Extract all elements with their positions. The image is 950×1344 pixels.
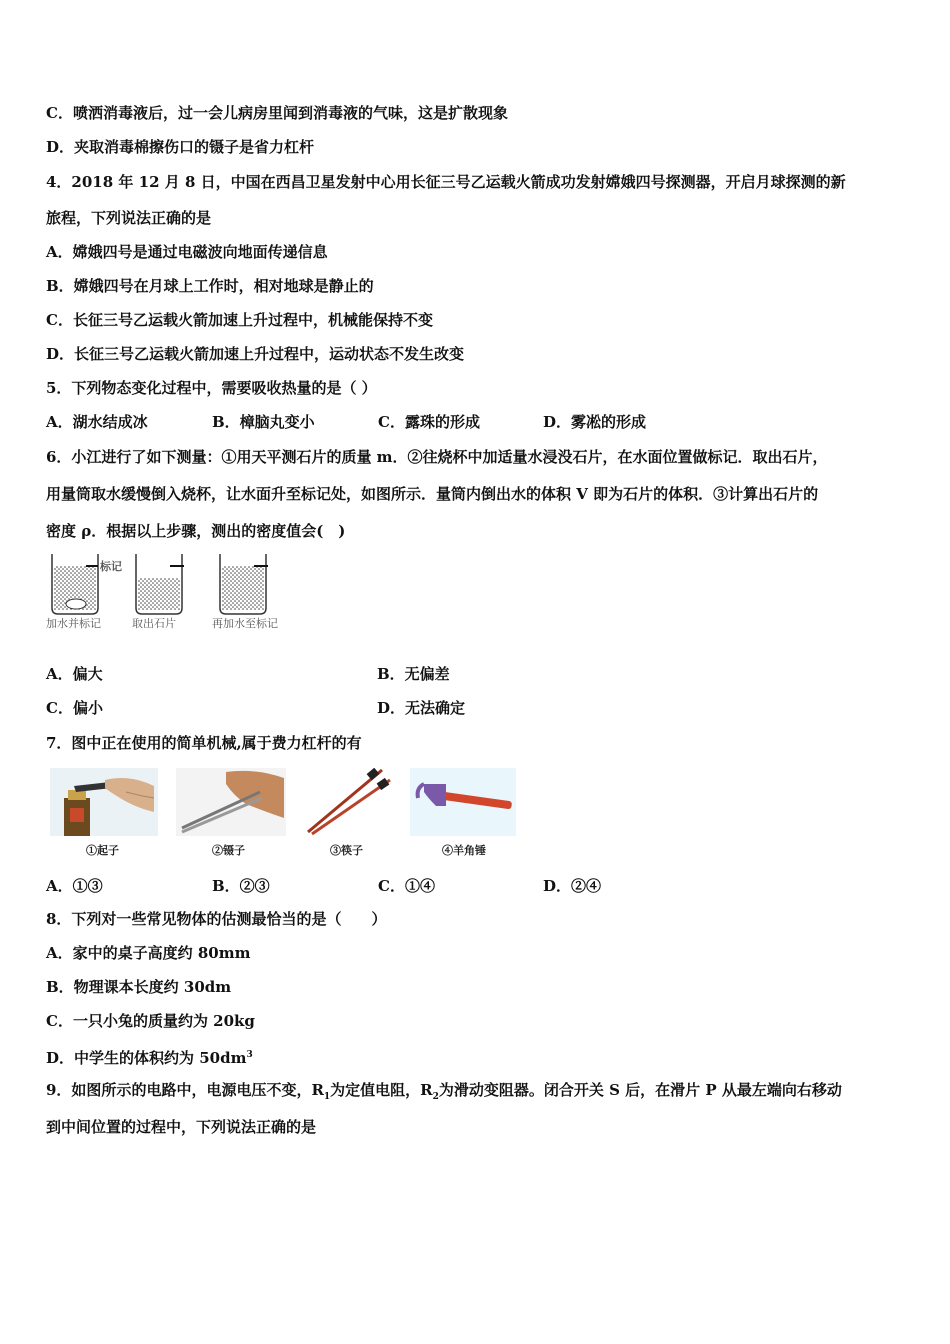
q6-stem-line1: 6．小江进行了如下测量：①用天平测石片的质量 m．②往烧杯中加适量水浸没石片，在水面位置做标记．取出石片，: [46, 448, 828, 466]
q5-option-c: C．露珠的形成: [378, 413, 480, 431]
pic-caption-2: ②镊子: [212, 844, 245, 857]
tweezers-photo: [176, 768, 286, 836]
pic-caption-4: ④羊角锤: [442, 844, 486, 857]
q4-option-a: A．嫦娥四号是通过电磁波向地面传递信息: [46, 243, 328, 261]
q6-stem-line2: 用量筒取水缓慢倒入烧杯，让水面升至标记处，如图所示．量筒内倒出水的体积 V 即为石片的体积．③计算出石片的: [46, 485, 819, 503]
q6-option-d: D．无法确定: [377, 699, 466, 717]
q6-stem-line3: 密度 ρ．根据以上步骤，测出的密度值会( ): [46, 522, 346, 540]
q7-option-c: C．①④: [378, 877, 435, 895]
q5-option-d: D．雾凇的形成: [543, 413, 647, 431]
q4-option-c: C．长征三号乙运载火箭加速上升过程中，机械能保持不变: [46, 311, 433, 329]
q8-option-d: D．中学生的体积约为 $50dm^3$: [46, 1049, 253, 1067]
q8-option-b: B．物理课本长度约 30dm: [46, 978, 232, 996]
claw-hammer-photo: [410, 768, 516, 836]
q5-option-b: B．樟脑丸变小: [212, 413, 315, 431]
beaker-caption-3: 再加水至标记: [212, 617, 278, 630]
q7-option-b: B．②③: [212, 877, 270, 895]
q4-stem-line1: 4．2018 年 12 月 8 日，中国在西昌卫星发射中心用长征三号乙运载火箭成功发射嫦娥四号探测器，开启月球探测的新: [46, 173, 846, 191]
pic-caption-1: ①起子: [86, 844, 119, 857]
q3-option-d: D．夹取消毒棉擦伤口的镊子是省力杠杆: [46, 138, 315, 156]
q9-stem-line2: 到中间位置的过程中，下列说法正确的是: [46, 1118, 317, 1136]
beaker-figure: [46, 552, 306, 622]
q4-option-d: D．长征三号乙运载火箭加速上升过程中，运动状态不发生改变: [46, 345, 465, 363]
q4-stem-line2: 旅程，下列说法正确的是: [46, 209, 212, 227]
q3-option-c: C．喷洒消毒液后，过一会儿病房里闻到消毒液的气味，这是扩散现象: [46, 104, 508, 122]
q4-option-b: B．嫦娥四号在月球上工作时，相对地球是静止的: [46, 277, 374, 295]
beaker-with-stone: [52, 554, 98, 614]
q5-option-a: A．湖水结成冰: [46, 413, 148, 431]
pic-caption-3: ③筷子: [330, 844, 363, 857]
q5-stem: 5．下列物态变化过程中，需要吸收热量的是（ ）: [46, 379, 377, 397]
q7-stem: 7．图中正在使用的简单机械,属于费力杠杆的有: [46, 734, 362, 752]
q9-stem-line1: 9．如图所示的电路中，电源电压不变，$R_1$为定值电阻，$R_2$为滑动变阻器。闭合开关 S 后，在滑片 P 从最左端向右移动: [46, 1081, 842, 1102]
q6-option-b: B．无偏差: [377, 665, 450, 683]
beaker-caption-1: 加水并标记: [46, 617, 101, 630]
q6-option-c: C．偏小: [46, 699, 103, 717]
q7-option-d: D．②④: [543, 877, 602, 895]
beaker-caption-2: 取出石片: [132, 617, 176, 630]
chopsticks-photo: [302, 768, 392, 836]
q8-stem: 8．下列对一些常见物体的估测最恰当的是（ ）: [46, 910, 387, 928]
beaker-refilled: [220, 554, 268, 614]
q8-option-c: C．一只小兔的质量约为 20kg: [46, 1012, 255, 1030]
beaker-stone-removed: [136, 554, 184, 614]
mark-label: 标记: [100, 560, 122, 573]
q6-option-a: A．偏大: [46, 665, 103, 683]
q7-option-a: A．①③: [46, 877, 103, 895]
bottle-opener-photo: [50, 768, 158, 836]
q8-option-a: A．家中的桌子高度约 80mm: [46, 944, 251, 962]
